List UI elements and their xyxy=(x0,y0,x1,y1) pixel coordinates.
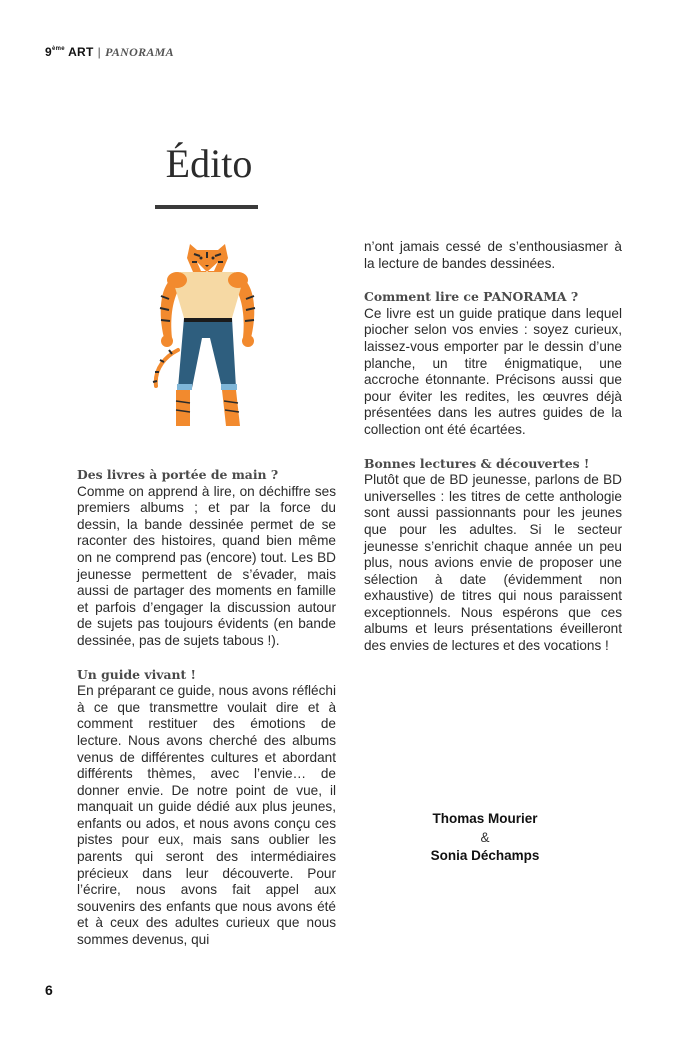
page-number: 6 xyxy=(45,982,53,998)
author-name: Sonia Déchamps xyxy=(430,848,540,863)
magazine-brand: 9ème ART xyxy=(45,45,94,59)
left-column xyxy=(77,467,336,949)
heading-bonnes-lectures: Bonnes lectures & découvertes ! xyxy=(364,455,590,471)
paragraph-des-livres: Comme on apprend à lire, on déchiffre ses premiers albums ; et par la force du dessin, la bande dessinée permet de se raconter des histoires, quand bien même on ne comprend pas (encore) tout. Les BD jeunesse permettent de s’évader, mais aussi de partager des moments en famille et parfois d’engager la discussion autour de sujets pas toujours évidents (en bande dessinée, pas de sujets tabous !). xyxy=(77,483,336,648)
header-separator: | xyxy=(97,45,102,59)
heading-guide-vivant: Un guide vivant ! xyxy=(77,666,196,682)
section-name: PANORAMA xyxy=(105,45,174,59)
paragraph-comment-lire: Ce livre est un guide pratique dans lequel piocher selon vos envies : soyez curieux, laissez-vous emporter par le dessin d’une planche, un titre énigmatique, une accroche étonnante. Précisons aussi que pour éviter les redites, les œuvres déjà présentées dans les autres guides de la collection ont été écartées. xyxy=(364,305,622,437)
right-column xyxy=(364,239,622,655)
page-title: Édito xyxy=(165,141,253,186)
ampersand: & xyxy=(480,829,490,845)
running-header xyxy=(45,45,174,60)
paragraph-continuation: n’ont jamais cessé de s’enthousiasmer à la lecture de bandes dessinées. xyxy=(364,239,622,271)
signature xyxy=(420,810,550,866)
paragraph-guide-vivant: En préparant ce guide, nous avons réfléchi à ce que transmettre voulait dire et à comment restituer des émotions de lecture. Nous avons cherché des albums venus de différentes cultures et abordant différents thèmes, avec l’envie… de donner envie. De notre point de vue, il manquait un guide dédié aux plus jeunes, enfants ou ados, et nous avons conçu ces pistes pour eux, mais sans oublier les parents qui seront des intermédiaires précieux dans leur découverte. Pour l’écrire, nous avons fait appel aux souvenirs des enfants que nous avons été et à ceux des adultes curieux que nous sommes devenus, qui xyxy=(77,683,336,948)
heading-des-livres: Des livres à portée de main ? xyxy=(77,467,279,482)
paragraph-bonnes-lectures: Plutôt que de BD jeunesse, parlons de BD universelles : les titres de cette anthologie sont aussi passionnants pour les jeunes que pour les adultes. Si le secteur jeunesse s’enrichit chaque année un peu plus, nous avions envie de proposer une sélection à date (évidemment non exhaustive) de titres qui nous paraissent exceptionnels. Nous espérons que ces albums et leurs présentations éveilleront des envies de lectures et des vocations ! xyxy=(364,472,622,654)
heading-comment-lire: Comment lire ce PANORAMA ? xyxy=(364,289,579,305)
title-underline xyxy=(155,205,258,209)
tiger-character-icon xyxy=(150,238,265,430)
author-name: Thomas Mourier xyxy=(432,811,538,826)
